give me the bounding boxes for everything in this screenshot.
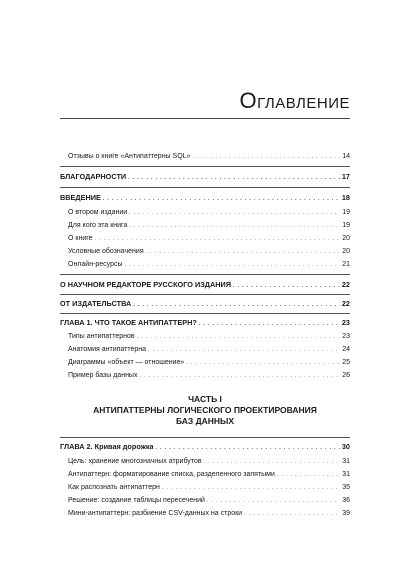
- toc-entry-label: ВВЕДЕНИЕ: [60, 193, 101, 202]
- toc-entry-label: Мини-антипаттерн: разбиение CSV-данных на строки: [68, 510, 243, 517]
- toc-subsection-entry[interactable]: [60, 344, 350, 355]
- toc-page-number: 18: [341, 193, 350, 202]
- dot-leader: [146, 246, 341, 258]
- toc-entry-label: ГЛАВА 1. ЧТО ТАКОЕ АНТИПАТТЕРН?: [60, 318, 197, 327]
- toc-section-entry[interactable]: [60, 317, 350, 328]
- dot-leader: [162, 482, 340, 494]
- toc-entry-label: Пример базы данных: [68, 372, 138, 379]
- toc-subsection-entry[interactable]: [60, 456, 350, 467]
- toc-entry-label: Отзывы о книге «Антипаттерны SQL»: [68, 153, 191, 160]
- dot-leader: [233, 279, 340, 292]
- toc-page-number: 21: [342, 261, 350, 268]
- toc-page-number: 22: [341, 280, 350, 289]
- dot-leader: [129, 220, 340, 232]
- toc-subsection-entry[interactable]: [60, 259, 350, 270]
- toc-page-number: 31: [342, 458, 350, 465]
- toc-page-number: 23: [342, 333, 350, 340]
- toc-section-entry[interactable]: [60, 192, 350, 203]
- dot-leader: [192, 151, 340, 163]
- toc-page-number: 20: [342, 248, 350, 255]
- dot-leader: [186, 357, 340, 369]
- part-heading: ЧАСТЬ I: [188, 394, 222, 404]
- dot-leader: [128, 171, 340, 184]
- toc-subsection-entry[interactable]: [60, 233, 350, 244]
- toc-section-entry[interactable]: [60, 441, 350, 452]
- dot-leader: [207, 495, 340, 507]
- dot-leader: [244, 508, 340, 520]
- dot-leader: [133, 298, 340, 311]
- toc-page-number: 30: [341, 442, 350, 451]
- section-divider: [60, 274, 350, 275]
- dot-leader: [204, 456, 341, 468]
- toc-section-entry[interactable]: [60, 279, 350, 290]
- toc-page-number: 19: [342, 222, 350, 229]
- dot-leader: [148, 344, 340, 356]
- toc-entry-label: Диаграммы «объект — отношение»: [68, 359, 185, 366]
- toc-subsection-entry[interactable]: [60, 220, 350, 231]
- toc-page-number: 25: [342, 359, 350, 366]
- dot-leader: [156, 441, 340, 454]
- toc-entry-label: БЛАГОДАРНОСТИ: [60, 172, 127, 181]
- toc-page-number: 14: [342, 153, 350, 160]
- dot-leader: [95, 233, 341, 245]
- toc-subsection-entry[interactable]: [60, 469, 350, 480]
- section-divider: [60, 313, 350, 314]
- toc-page-number: 24: [342, 346, 350, 353]
- toc-page-number: 22: [341, 299, 350, 308]
- title-rule: [60, 118, 350, 119]
- toc-entry-label: Анатомия антипаттерна: [68, 346, 147, 353]
- toc-section-entry[interactable]: [60, 171, 350, 182]
- toc-subsection-entry[interactable]: [60, 370, 350, 381]
- toc-section-entry[interactable]: [60, 298, 350, 309]
- toc-entry-label: Онлайн-ресурсы: [68, 261, 123, 268]
- toc-page-number: 26: [342, 372, 350, 379]
- section-divider: [60, 294, 350, 295]
- toc-entry-label: Цель: хранение многозначных атрибутов: [68, 458, 202, 465]
- toc-subsection-entry[interactable]: [60, 207, 350, 218]
- toc-page-number: 35: [342, 484, 350, 491]
- toc-page-number: 23: [341, 318, 350, 327]
- section-divider: [60, 166, 350, 167]
- dot-leader: [139, 370, 340, 382]
- toc-page-number: 19: [342, 209, 350, 216]
- toc-entry-label: Как распознать антипаттерн: [68, 484, 160, 491]
- toc-entry-label: О книге: [68, 235, 93, 242]
- toc-subsection-entry[interactable]: [60, 331, 350, 342]
- dot-leader: [129, 207, 340, 219]
- toc-entry-label: О втором издании: [68, 209, 128, 216]
- dot-leader: [125, 259, 341, 271]
- toc-page-number: 17: [341, 172, 350, 181]
- toc-page-number: 31: [342, 471, 350, 478]
- toc-entry-label: Антипаттерн: форматирование списка, разделенного запятыми: [68, 471, 275, 478]
- toc-subsection-entry[interactable]: [60, 508, 350, 519]
- part-heading: БАЗ ДАННЫХ: [175, 416, 235, 426]
- toc-entry-label: ОТ ИЗДАТЕЛЬСТВА: [60, 299, 132, 308]
- toc-entry-label: Для кого эта книга: [68, 222, 128, 229]
- toc-subsection-entry[interactable]: [60, 482, 350, 493]
- dot-leader: [199, 317, 340, 330]
- dot-leader: [103, 192, 340, 205]
- dot-leader: [137, 331, 341, 343]
- toc-entry-label: Типы антипаттернов: [68, 333, 135, 340]
- toc-page-number: 20: [342, 235, 350, 242]
- section-divider: [60, 187, 350, 188]
- toc-page-number: 36: [342, 497, 350, 504]
- toc-entry-label: ГЛАВА 2. Кривая дорожка: [60, 442, 154, 451]
- toc-subsection-entry[interactable]: [60, 151, 350, 162]
- part-heading: АНТИПАТТЕРНЫ ЛОГИЧЕСКОГО ПРОЕКТИРОВАНИЯ: [93, 405, 317, 415]
- toc-entry-label: О НАУЧНОМ РЕДАКТОРЕ РУССКОГО ИЗДАНИЯ: [60, 280, 231, 289]
- toc-subsection-entry[interactable]: [60, 357, 350, 368]
- page-title: Оглавление: [239, 88, 350, 113]
- toc-page-number: 39: [342, 510, 350, 517]
- toc-subsection-entry[interactable]: [60, 495, 350, 506]
- toc-subsection-entry[interactable]: [60, 246, 350, 257]
- toc-entry-label: Решение: создание таблицы пересечений: [68, 497, 205, 504]
- dot-leader: [277, 469, 340, 481]
- section-divider: [60, 437, 350, 438]
- toc-entry-label: Условные обозначения: [68, 248, 144, 255]
